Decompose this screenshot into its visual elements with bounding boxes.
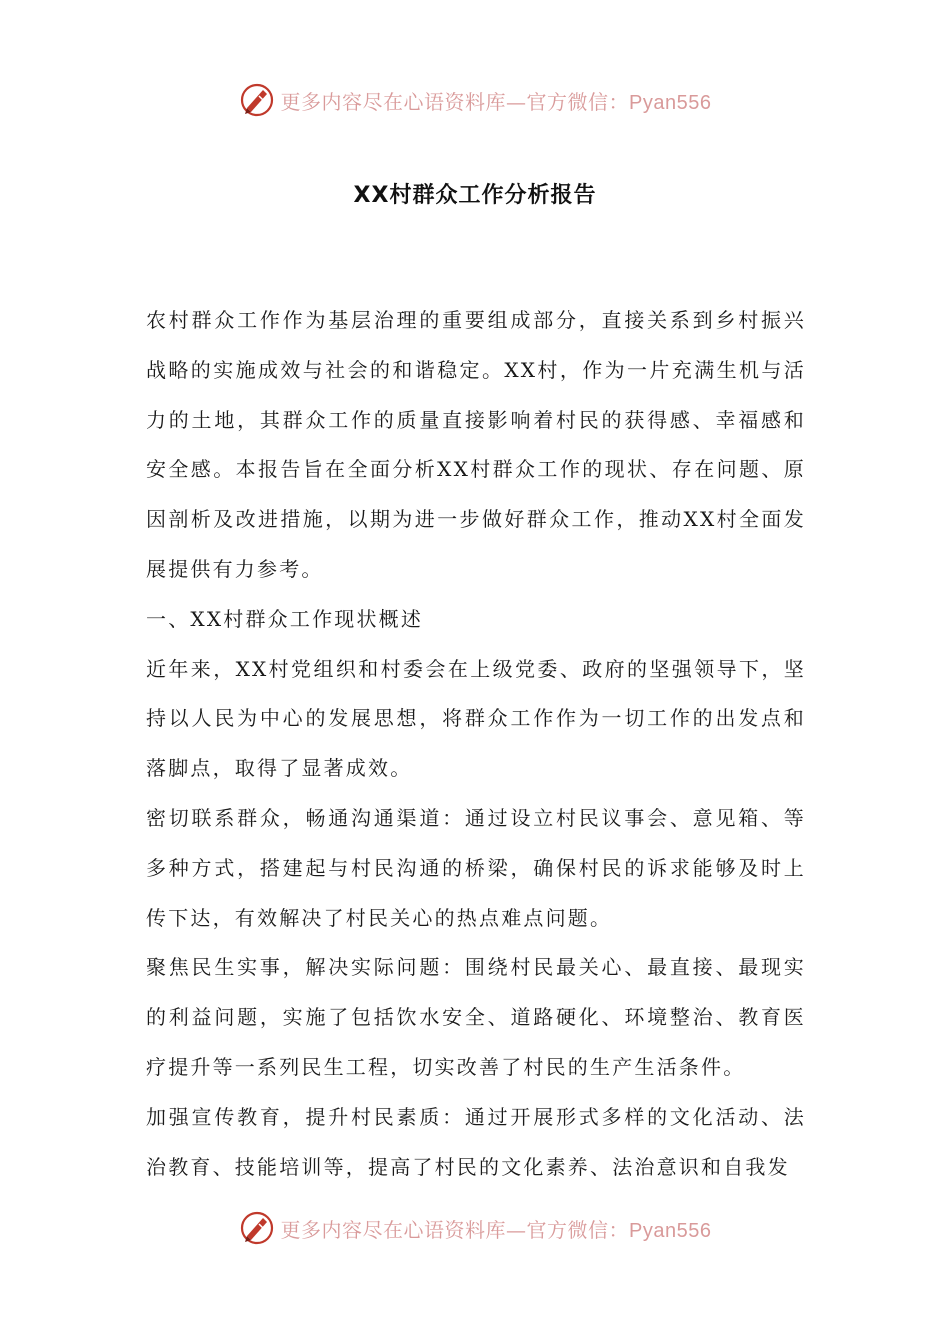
paragraph-livelihood: 聚焦民生实事，解决实际问题：围绕村民最关心、最直接、最现实的利益问题，实施了包括饮水安全、道路硬化、环境整治、教育医疗提升等一系列民生工程，切实改善了村民的生产生活条件。 <box>146 955 806 1079</box>
header-banner <box>0 82 950 118</box>
section-heading-1: 一、XX村群众工作现状概述 <box>146 606 424 631</box>
banner-text: 更多内容尽在心语资料库—官方微信：Pyan556 <box>280 89 712 114</box>
pen-logo-icon <box>239 1210 275 1246</box>
document-body <box>146 296 806 1192</box>
banner-text: 更多内容尽在心语资料库—官方微信：Pyan556 <box>280 1217 712 1242</box>
footer-banner <box>0 1210 950 1246</box>
document-title: XX村群众工作分析报告 <box>353 183 597 208</box>
paragraph-education: 加强宣传教育，提升村民素质：通过开展形式多样的文化活动、法治教育、技能培训等，提高了村民的文化素养、法治意识和自我发 <box>146 1104 806 1179</box>
paragraph-contact-masses: 密切联系群众，畅通沟通渠道：通过设立村民议事会、意见箱、等多种方式，搭建起与村民沟通的桥梁，确保村民的诉求能够及时上传下达，有效解决了村民关心的热点难点问题。 <box>146 805 806 930</box>
paragraph-intro: 农村群众工作作为基层治理的重要组成部分，直接关系到乡村振兴战略的实施成效与社会的和谐稳定。XX村，作为一片充满生机与活力的土地，其群众工作的质量直接影响着村民的获得感、幸福感和安全感。本报告旨在全面分析XX村群众工作的现状、存在问题、原因剖析及改进措施，以期为进一步做好群众工作，推动XX村全面发展提供有力参考。 <box>146 308 806 581</box>
paragraph-overview: 近年来，XX村党组织和村委会在上级党委、政府的坚强领导下，坚持以人民为中心的发展思想，将群众工作作为一切工作的出发点和落脚点，取得了显著成效。 <box>146 656 806 781</box>
pen-logo-icon <box>239 82 275 118</box>
